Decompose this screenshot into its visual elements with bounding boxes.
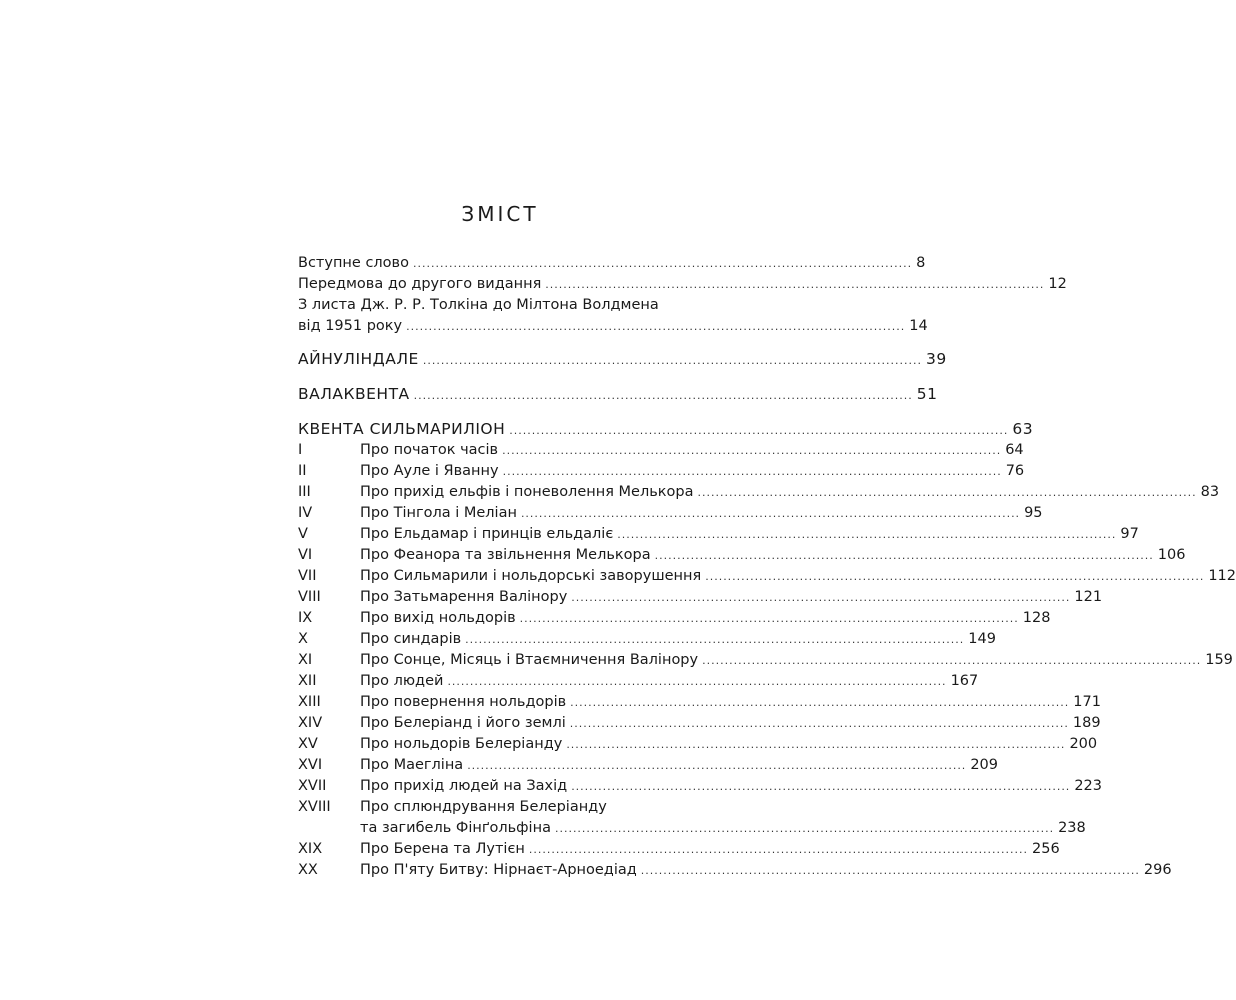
toc-section-page: 39: [925, 350, 947, 368]
chapter-page: 83: [1200, 484, 1220, 500]
chapter-number: VIII: [298, 589, 321, 605]
toc-chapter[interactable]: [298, 691, 1101, 713]
chapter-page: 97: [1120, 526, 1139, 542]
dot-leader: ...............................................................................................................: [571, 780, 1071, 793]
toc-chapter[interactable]: [298, 859, 1172, 881]
dot-leader: ...............................................................................................................: [447, 675, 947, 688]
chapter-number: XI: [298, 652, 313, 668]
chapter-page: 121: [1074, 589, 1103, 605]
chapter-title: Про синдарів: [360, 631, 462, 647]
chapter-title: Про Тінгола і Меліан: [360, 505, 517, 521]
chapter-title: Про прихід людей на Захід: [360, 778, 568, 794]
toc-entry-label-line1[interactable]: З листа Дж. Р. Р. Толкіна до Мілтона Волдмена: [298, 297, 659, 313]
dot-leader: ...............................................................................................................: [528, 843, 1029, 856]
toc-entry-page: 12: [1048, 276, 1067, 292]
chapter-page: 223: [1074, 778, 1102, 794]
dot-leader: ...............................................................................................................: [697, 486, 1197, 499]
chapter-page: 167: [950, 673, 979, 689]
chapter-title: Про повернення нольдорів: [360, 694, 567, 710]
toc-chapter[interactable]: [298, 502, 1043, 524]
dot-leader: ...............................................................................................................: [509, 424, 1009, 437]
toc-chapter[interactable]: [298, 481, 1220, 503]
toc-chapter[interactable]: [298, 775, 1102, 797]
chapter-page: 171: [1073, 694, 1101, 710]
chapter-number: V: [298, 526, 308, 542]
dot-leader: ...............................................................................................................: [412, 257, 913, 270]
dot-leader: ...............................................................................................................: [545, 278, 1045, 291]
toc-chapter[interactable]: [298, 628, 996, 650]
chapter-number: XIII: [298, 694, 321, 710]
toc-chapter[interactable]: [298, 565, 1236, 587]
chapter-title: та загибель Фінґольфіна: [360, 820, 551, 836]
chapter-page: 238: [1058, 820, 1086, 836]
dot-leader: ...............................................................................................................: [640, 864, 1140, 877]
toc-entry-label: Передмова до другого видання: [298, 276, 542, 292]
chapter-title: Про Ауле і Яванну: [360, 463, 499, 479]
toc-chapter[interactable]: [298, 523, 1139, 545]
toc-chapter[interactable]: [298, 733, 1098, 755]
chapter-title: Про нольдорів Белеріанду: [360, 736, 563, 752]
toc-chapter[interactable]: [298, 670, 979, 692]
toc-section[interactable]: [298, 348, 947, 370]
dot-leader: ...............................................................................................................: [502, 465, 1002, 478]
dot-leader: ...............................................................................................................: [570, 696, 1070, 709]
chapter-page: 296: [1143, 862, 1172, 878]
dot-leader: ...............................................................................................................: [569, 717, 1069, 730]
chapter-number: XVIII: [298, 799, 331, 815]
toc-chapter[interactable]: [298, 439, 1024, 461]
toc-entry[interactable]: [298, 315, 928, 337]
chapter-title: Про Сонце, Місяць і Втаємничення Валінору: [360, 652, 699, 668]
chapter-title: Про прихід ельфів і поневолення Мелькора: [360, 484, 694, 500]
chapter-title: Про вихід нольдорів: [360, 610, 516, 626]
chapter-title: Про Сильмарили і нольдорські заворушення: [360, 568, 702, 584]
chapter-title: Про Маегліна: [360, 757, 464, 773]
dot-leader: ...............................................................................................................: [617, 528, 1117, 541]
toc-chapter[interactable]: [298, 586, 1103, 608]
chapter-number: XIV: [298, 715, 323, 731]
chapter-number: I: [298, 442, 303, 458]
chapter-number: XVII: [298, 778, 327, 794]
chapter-title: Про Белеріанд і його землі: [360, 715, 566, 731]
chapter-number: X: [298, 631, 308, 647]
toc-entry-page: 14: [909, 318, 928, 334]
chapter-number: IV: [298, 505, 313, 521]
toc-section-page: 63: [1012, 420, 1034, 438]
chapter-title-line1: Про сплюндрування Белеріанду: [360, 799, 607, 815]
dot-leader: ...............................................................................................................: [465, 633, 965, 646]
chapter-page: 200: [1069, 736, 1098, 752]
dot-leader: ...............................................................................................................: [519, 612, 1019, 625]
dot-leader: ...............................................................................................................: [467, 759, 967, 772]
toc-section[interactable]: [298, 418, 1034, 440]
toc-section[interactable]: [298, 383, 938, 405]
toc-entry-page: 8: [916, 255, 926, 271]
toc-section-label: ВАЛАКВЕНТА: [298, 385, 410, 403]
chapter-title: Про П'яту Битву: Нірнаєт-Арноедіад: [360, 862, 637, 878]
chapter-number: IX: [298, 610, 313, 626]
chapter-page: 64: [1005, 442, 1024, 458]
toc-chapter[interactable]: [298, 649, 1233, 671]
chapter-number: II: [298, 463, 307, 479]
dot-leader: ...............................................................................................................: [702, 654, 1202, 667]
chapter-page: 189: [1072, 715, 1101, 731]
chapter-title: Про Ельдамар і принців ельдаліє: [360, 526, 614, 542]
chapter-title: Про Берена та Лутієн: [360, 841, 525, 857]
chapter-number: III: [298, 484, 311, 500]
toc-entry[interactable]: [298, 273, 1067, 295]
chapter-page: 149: [968, 631, 996, 647]
dot-leader: ...............................................................................................................: [571, 591, 1071, 604]
chapter-number: XII: [298, 673, 317, 689]
chapter-page: 159: [1205, 652, 1233, 668]
chapter-number: VI: [298, 547, 313, 563]
chapter-title: Про людей: [360, 673, 444, 689]
chapter-title: Про початок часів: [360, 442, 499, 458]
chapter-number: XVI: [298, 757, 323, 773]
chapter-title: Про Затьмарення Валінору: [360, 589, 568, 605]
chapter-number: XV: [298, 736, 318, 752]
page-title: ЗМІСТ: [461, 202, 539, 226]
toc-chapter[interactable]: [298, 544, 1186, 566]
chapter-page: 112: [1208, 568, 1236, 584]
dot-leader: ...............................................................................................................: [422, 354, 922, 367]
dot-leader: ...............................................................................................................: [554, 822, 1055, 835]
dot-leader: ...............................................................................................................: [654, 549, 1154, 562]
dot-leader: ...............................................................................................................: [502, 444, 1002, 457]
toc-chapter[interactable]: [298, 817, 1086, 839]
toc-chapter-line1[interactable]: [298, 796, 750, 818]
dot-leader: ...............................................................................................................: [566, 738, 1066, 751]
toc-section-page: 51: [916, 385, 938, 403]
chapter-page: 106: [1157, 547, 1186, 563]
toc-chapter[interactable]: [298, 838, 1060, 860]
toc-entry-label: від 1951 року: [298, 318, 403, 334]
chapter-page: 128: [1022, 610, 1051, 626]
toc-entry[interactable]: [298, 252, 926, 274]
chapter-number: XX: [298, 862, 318, 878]
dot-leader: ...............................................................................................................: [705, 570, 1205, 583]
toc-section-label: КВЕНТА СИЛЬМАРИЛІОН: [298, 420, 506, 438]
dot-leader: ...............................................................................................................: [413, 389, 913, 402]
dot-leader: ...............................................................................................................: [520, 507, 1021, 520]
toc-entry-label: Вступне слово: [298, 255, 409, 271]
chapter-title: Про Феанора та звільнення Мелькора: [360, 547, 651, 563]
toc-chapter[interactable]: [298, 607, 1051, 629]
chapter-number: VII: [298, 568, 317, 584]
chapter-number: XIX: [298, 841, 323, 857]
toc-chapter[interactable]: [298, 460, 1025, 482]
chapter-page: 256: [1032, 841, 1060, 857]
chapter-page: 95: [1024, 505, 1043, 521]
toc-chapter[interactable]: [298, 754, 998, 776]
toc-section-label: АЙНУЛІНДАЛЕ: [298, 350, 419, 368]
chapter-page: 209: [970, 757, 998, 773]
chapter-page: 76: [1005, 463, 1025, 479]
dot-leader: ...............................................................................................................: [406, 320, 906, 333]
toc-chapter[interactable]: [298, 712, 1101, 734]
